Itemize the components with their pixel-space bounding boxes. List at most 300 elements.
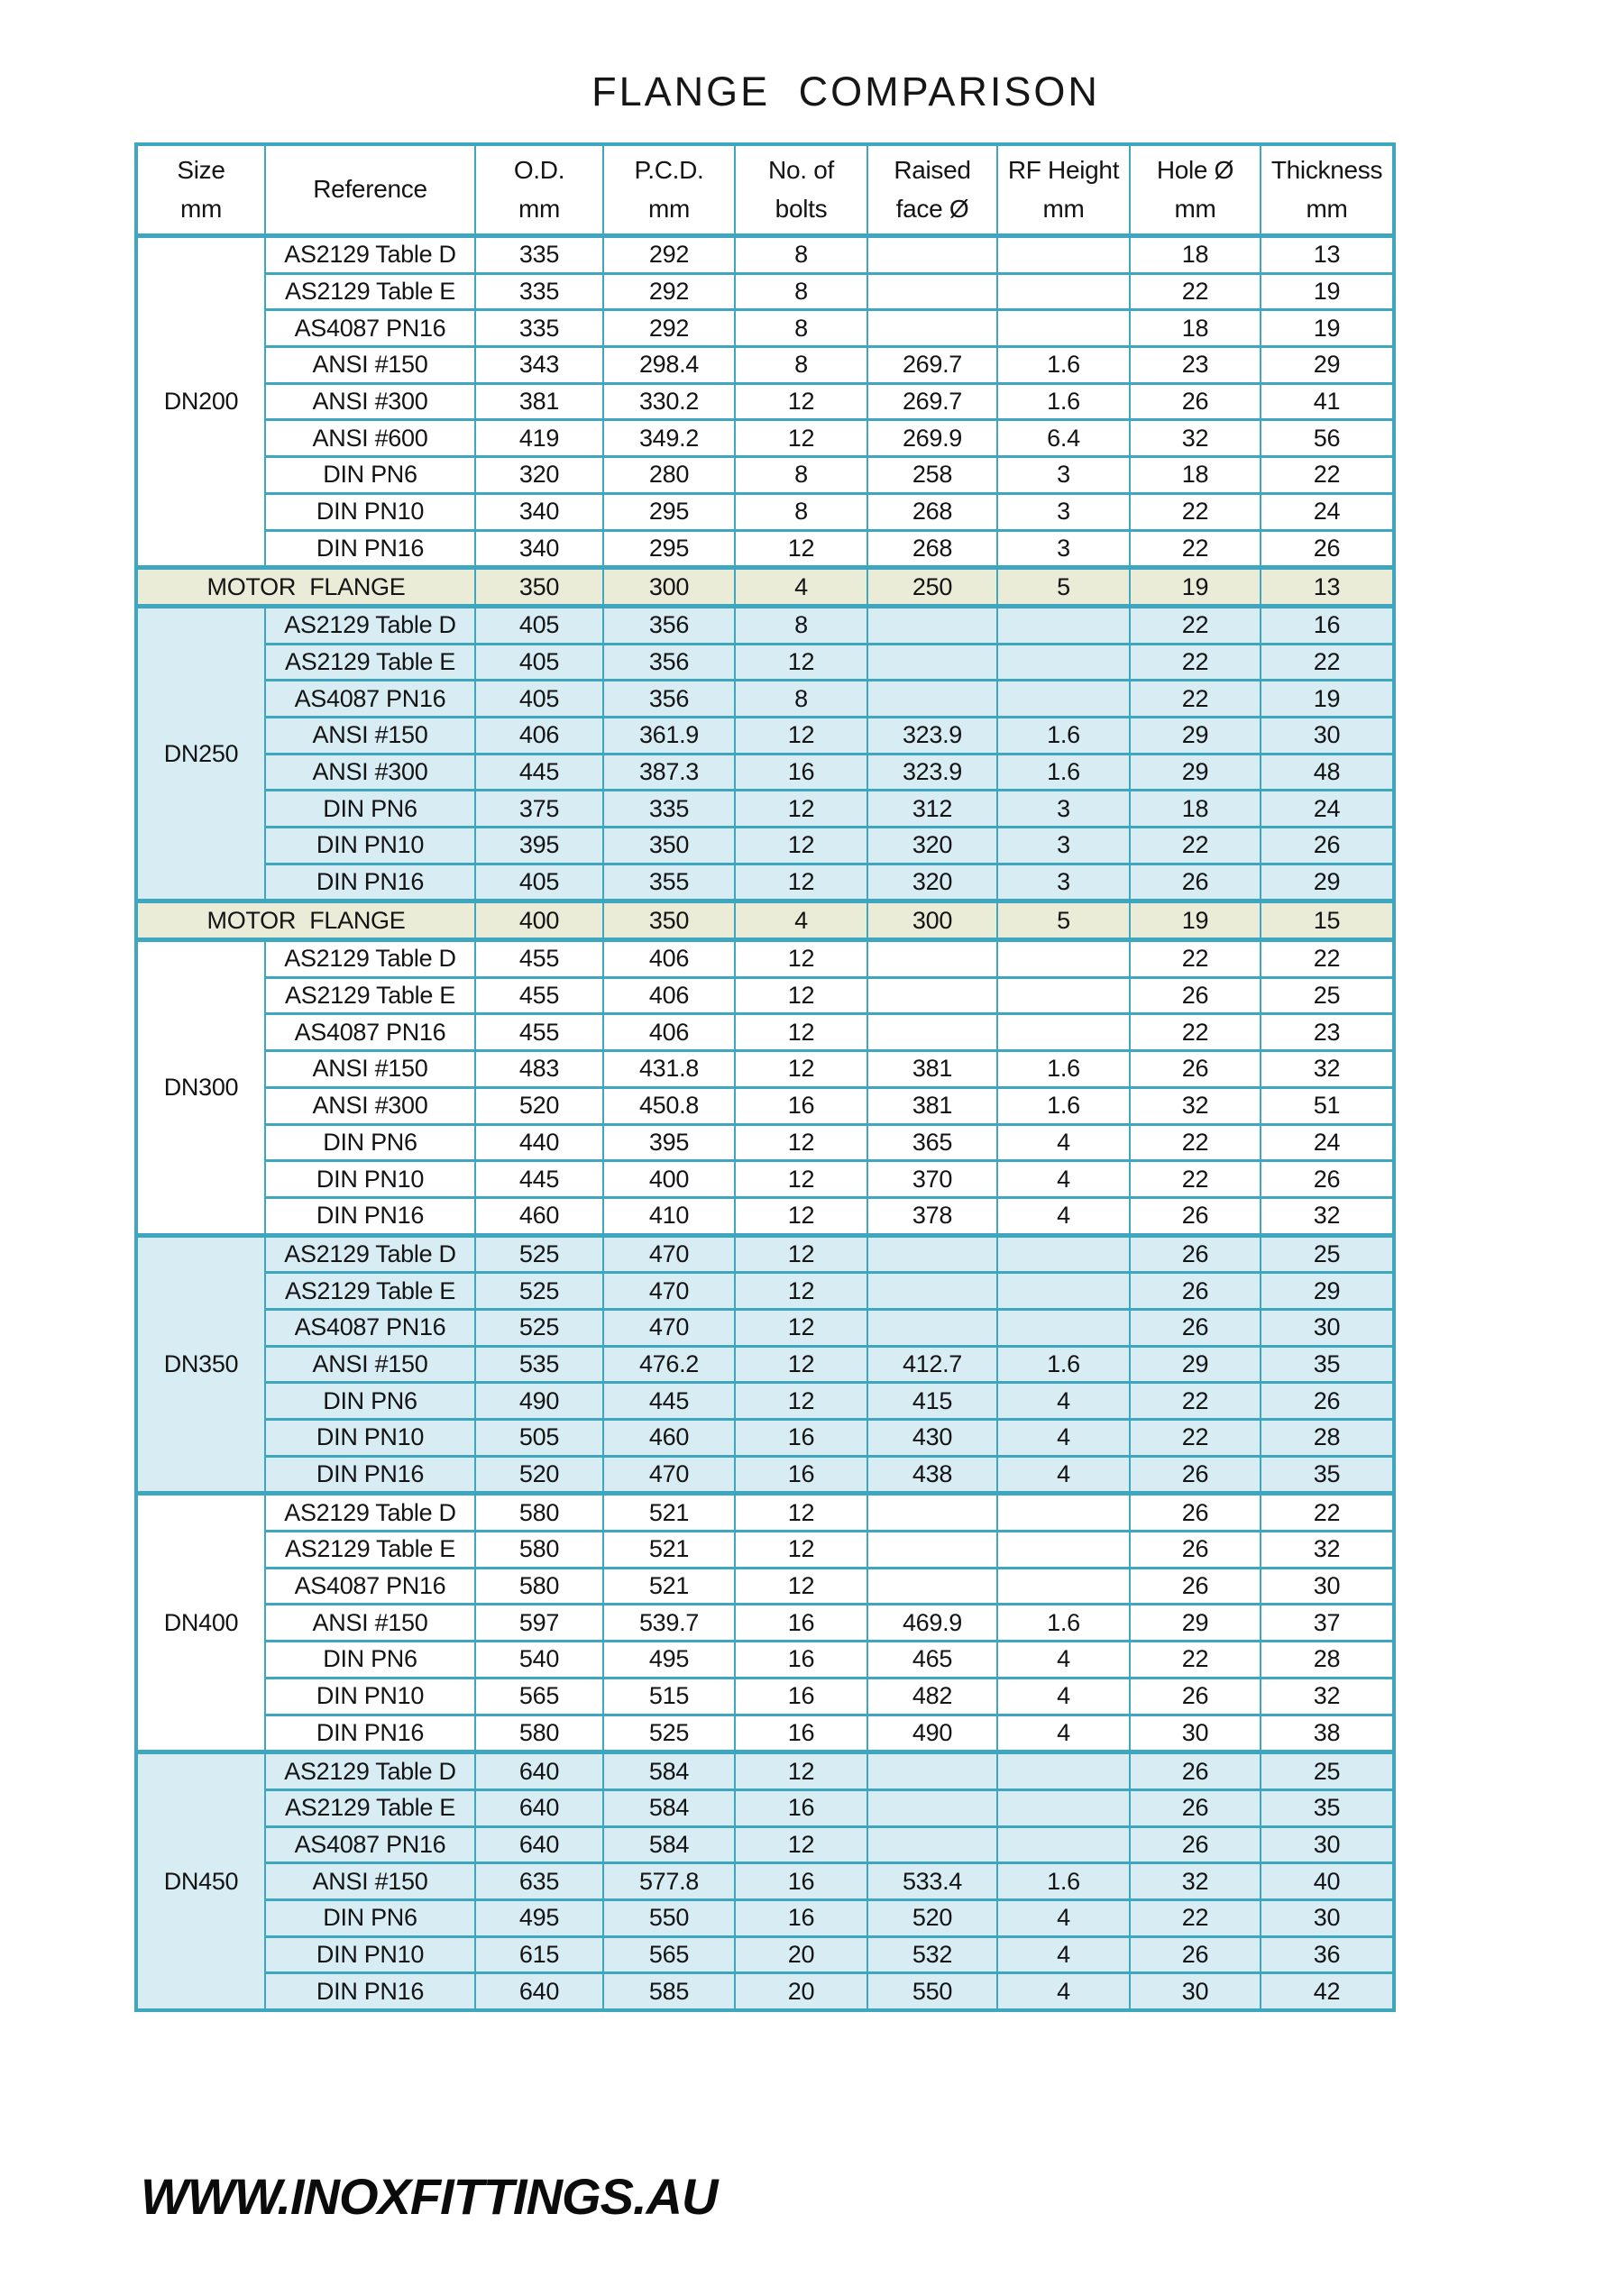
value-cell: 22	[1130, 1420, 1261, 1457]
column-header-line2: bolts	[775, 194, 828, 223]
value-cell: 580	[475, 1532, 603, 1569]
value-cell: 28	[1261, 1420, 1394, 1457]
value-cell: 300	[867, 901, 997, 940]
reference-cell: DIN PN6	[265, 1124, 475, 1161]
value-cell: 26	[1130, 1273, 1261, 1310]
value-cell	[997, 310, 1130, 347]
value-cell: 258	[867, 457, 997, 494]
value-cell: 525	[475, 1273, 603, 1310]
value-cell: 280	[603, 457, 735, 494]
value-cell: 580	[475, 1568, 603, 1605]
value-cell: 26	[1130, 1494, 1261, 1532]
value-cell: 22	[1261, 644, 1394, 681]
column-header	[997, 144, 1130, 236]
value-cell: 533.4	[867, 1863, 997, 1900]
value-cell: 22	[1130, 273, 1261, 310]
table-row	[136, 1899, 1394, 1936]
table-row	[136, 1051, 1394, 1088]
value-cell: 323.9	[867, 754, 997, 791]
value-cell	[867, 940, 997, 978]
value-cell: 12	[735, 1494, 867, 1532]
value-cell: 5	[997, 901, 1130, 940]
reference-cell: AS4087 PN16	[265, 681, 475, 718]
value-cell: 1.6	[997, 383, 1130, 420]
value-cell: 8	[735, 273, 867, 310]
reference-cell: AS2129 Table D	[265, 236, 475, 274]
value-cell: 535	[475, 1346, 603, 1383]
reference-cell: AS2129 Table E	[265, 1789, 475, 1826]
value-cell: 26	[1130, 1936, 1261, 1973]
value-cell	[867, 1309, 997, 1346]
reference-cell: DIN PN16	[265, 1456, 475, 1494]
value-cell: 30	[1130, 1973, 1261, 2010]
table-row	[136, 1678, 1394, 1715]
value-cell: 22	[1261, 940, 1394, 978]
table-row	[136, 493, 1394, 530]
value-cell	[867, 273, 997, 310]
value-cell: 1.6	[997, 1346, 1130, 1383]
value-cell: 340	[475, 493, 603, 530]
value-cell: 584	[603, 1826, 735, 1863]
value-cell: 269.7	[867, 383, 997, 420]
value-cell: 356	[603, 681, 735, 718]
column-header-line1: Raised	[894, 155, 971, 184]
value-cell: 323.9	[867, 717, 997, 754]
value-cell: 350	[603, 901, 735, 940]
column-header-line2: mm	[179, 194, 223, 223]
value-cell: 32	[1130, 420, 1261, 457]
motor-flange-row	[136, 568, 1394, 607]
value-cell: 1.6	[997, 1087, 1130, 1124]
value-cell: 469.9	[867, 1605, 997, 1642]
value-cell: 8	[735, 457, 867, 494]
column-header	[1261, 144, 1394, 236]
value-cell: 12	[735, 828, 867, 864]
value-cell: 8	[735, 310, 867, 347]
value-cell: 29	[1130, 754, 1261, 791]
motor-flange-row	[136, 901, 1394, 940]
value-cell: 29	[1130, 1605, 1261, 1642]
value-cell: 580	[475, 1715, 603, 1752]
value-cell: 349.2	[603, 420, 735, 457]
value-cell: 29	[1261, 864, 1394, 901]
value-cell: 16	[735, 1715, 867, 1752]
value-cell: 12	[735, 1161, 867, 1198]
value-cell: 26	[1261, 1161, 1394, 1198]
value-cell: 495	[475, 1899, 603, 1936]
value-cell	[997, 1235, 1130, 1273]
value-cell: 520	[475, 1456, 603, 1494]
reference-cell: DIN PN6	[265, 457, 475, 494]
website-url: WWW.INOXFITTINGS.AU	[141, 2168, 718, 2225]
value-cell: 22	[1261, 457, 1394, 494]
value-cell: 22	[1130, 1124, 1261, 1161]
value-cell: 4	[997, 1899, 1130, 1936]
value-cell: 8	[735, 493, 867, 530]
value-cell: 12	[735, 1273, 867, 1310]
table-row	[136, 383, 1394, 420]
value-cell: 406	[475, 717, 603, 754]
reference-cell: AS2129 Table D	[265, 1494, 475, 1532]
table-row	[136, 1863, 1394, 1900]
value-cell: 19	[1261, 681, 1394, 718]
column-header-line1: P.C.D.	[634, 155, 704, 184]
value-cell: 350	[475, 568, 603, 607]
table-row	[136, 1014, 1394, 1051]
value-cell: 300	[603, 568, 735, 607]
value-cell	[997, 273, 1130, 310]
table-row	[136, 940, 1394, 978]
table-body	[136, 236, 1394, 2011]
motor-flange-label-cell: MOTOR FLANGE	[136, 901, 475, 940]
column-header-lines	[1131, 146, 1260, 233]
value-cell	[867, 1789, 997, 1826]
reference-cell: AS2129 Table D	[265, 606, 475, 644]
value-cell: 4	[997, 1678, 1130, 1715]
value-cell: 521	[603, 1568, 735, 1605]
value-cell: 25	[1261, 1752, 1394, 1790]
value-cell: 12	[735, 1346, 867, 1383]
value-cell: 12	[735, 1309, 867, 1346]
column-header-line1: Hole Ø	[1156, 155, 1234, 184]
value-cell: 35	[1261, 1346, 1394, 1383]
value-cell: 335	[475, 310, 603, 347]
column-header-line1: No. of	[768, 155, 834, 184]
value-cell: 26	[1130, 1678, 1261, 1715]
value-cell	[867, 310, 997, 347]
table-row	[136, 1532, 1394, 1569]
value-cell: 16	[735, 1789, 867, 1826]
column-header-lines	[138, 146, 264, 233]
table-row	[136, 1605, 1394, 1642]
value-cell: 3	[997, 530, 1130, 568]
value-cell: 387.3	[603, 754, 735, 791]
table-row	[136, 681, 1394, 718]
value-cell: 18	[1130, 236, 1261, 274]
reference-cell: ANSI #150	[265, 717, 475, 754]
column-header-lines	[476, 146, 602, 233]
value-cell: 1.6	[997, 1863, 1130, 1900]
value-cell: 483	[475, 1051, 603, 1088]
table-row	[136, 1346, 1394, 1383]
value-cell	[867, 1826, 997, 1863]
value-cell: 19	[1130, 901, 1261, 940]
value-cell	[867, 1235, 997, 1273]
reference-cell: AS2129 Table E	[265, 1273, 475, 1310]
size-group-cell: DN350	[136, 1235, 265, 1494]
value-cell: 381	[475, 383, 603, 420]
value-cell: 330.2	[603, 383, 735, 420]
value-cell: 29	[1261, 347, 1394, 384]
value-cell: 19	[1261, 273, 1394, 310]
table-row	[136, 864, 1394, 901]
table-header	[136, 144, 1394, 236]
value-cell	[867, 1014, 997, 1051]
value-cell: 12	[735, 1752, 867, 1790]
value-cell: 25	[1261, 1235, 1394, 1273]
value-cell: 335	[603, 791, 735, 828]
reference-cell: DIN PN6	[265, 1383, 475, 1420]
value-cell: 12	[735, 940, 867, 978]
value-cell: 12	[735, 1568, 867, 1605]
reference-cell: ANSI #150	[265, 347, 475, 384]
value-cell: 8	[735, 606, 867, 644]
table-row	[136, 236, 1394, 274]
reference-cell: DIN PN10	[265, 828, 475, 864]
value-cell: 12	[735, 1197, 867, 1235]
value-cell: 13	[1261, 568, 1394, 607]
value-cell	[997, 977, 1130, 1014]
table-row	[136, 1973, 1394, 2010]
value-cell: 32	[1130, 1087, 1261, 1124]
value-cell: 19	[1261, 310, 1394, 347]
size-group-cell: DN300	[136, 940, 265, 1236]
value-cell: 1.6	[997, 1605, 1130, 1642]
value-cell: 1.6	[997, 347, 1130, 384]
value-cell: 405	[475, 864, 603, 901]
value-cell: 22	[1261, 1494, 1394, 1532]
reference-cell: ANSI #600	[265, 420, 475, 457]
value-cell: 32	[1261, 1197, 1394, 1235]
value-cell: 18	[1130, 310, 1261, 347]
value-cell: 8	[735, 236, 867, 274]
value-cell: 292	[603, 273, 735, 310]
value-cell: 32	[1261, 1051, 1394, 1088]
reference-cell: AS4087 PN16	[265, 1309, 475, 1346]
value-cell	[997, 1789, 1130, 1826]
table-row	[136, 310, 1394, 347]
value-cell: 48	[1261, 754, 1394, 791]
column-header-line1: O.D.	[513, 155, 565, 184]
value-cell	[997, 1532, 1130, 1569]
value-cell: 4	[997, 1197, 1130, 1235]
value-cell: 269.9	[867, 420, 997, 457]
value-cell: 32	[1261, 1532, 1394, 1569]
value-cell: 26	[1130, 1532, 1261, 1569]
value-cell: 584	[603, 1789, 735, 1826]
value-cell: 450.8	[603, 1087, 735, 1124]
value-cell: 370	[867, 1161, 997, 1198]
reference-cell: DIN PN10	[265, 1161, 475, 1198]
value-cell: 13	[1261, 236, 1394, 274]
value-cell: 22	[1130, 681, 1261, 718]
value-cell: 350	[603, 828, 735, 864]
table-row	[136, 644, 1394, 681]
value-cell: 26	[1130, 1789, 1261, 1826]
value-cell: 640	[475, 1789, 603, 1826]
value-cell: 395	[475, 828, 603, 864]
value-cell: 268	[867, 530, 997, 568]
value-cell: 406	[603, 1014, 735, 1051]
value-cell: 635	[475, 1863, 603, 1900]
size-group-cell: DN400	[136, 1494, 265, 1752]
value-cell: 295	[603, 530, 735, 568]
value-cell: 22	[1130, 1161, 1261, 1198]
size-group-cell: DN450	[136, 1752, 265, 2010]
value-cell	[867, 681, 997, 718]
reference-cell: AS4087 PN16	[265, 310, 475, 347]
value-cell: 16	[735, 1087, 867, 1124]
value-cell: 395	[603, 1124, 735, 1161]
value-cell: 20	[735, 1936, 867, 1973]
reference-cell: AS2129 Table D	[265, 1235, 475, 1273]
reference-cell: DIN PN6	[265, 1899, 475, 1936]
column-header-line2: mm	[1306, 194, 1348, 223]
value-cell: 38	[1261, 1715, 1394, 1752]
value-cell: 15	[1261, 901, 1394, 940]
value-cell: 16	[1261, 606, 1394, 644]
table-row	[136, 754, 1394, 791]
value-cell: 292	[603, 310, 735, 347]
value-cell: 470	[603, 1456, 735, 1494]
value-cell: 26	[1130, 864, 1261, 901]
table-row	[136, 530, 1394, 568]
value-cell: 375	[475, 791, 603, 828]
value-cell: 580	[475, 1494, 603, 1532]
value-cell: 505	[475, 1420, 603, 1457]
column-header	[265, 144, 475, 236]
table-row	[136, 1124, 1394, 1161]
value-cell: 16	[735, 1899, 867, 1936]
value-cell: 16	[735, 754, 867, 791]
value-cell: 365	[867, 1124, 997, 1161]
reference-cell: DIN PN10	[265, 1420, 475, 1457]
value-cell	[997, 236, 1130, 274]
value-cell: 37	[1261, 1605, 1394, 1642]
column-header	[603, 144, 735, 236]
value-cell: 381	[867, 1087, 997, 1124]
reference-cell: AS4087 PN16	[265, 1826, 475, 1863]
value-cell	[867, 1273, 997, 1310]
value-cell: 26	[1130, 1752, 1261, 1790]
value-cell: 22	[1130, 940, 1261, 978]
column-header-line1: Reference	[313, 175, 427, 204]
flange-table-container	[134, 142, 1396, 2012]
value-cell: 615	[475, 1936, 603, 1973]
column-header-line2: face Ø	[895, 194, 969, 223]
value-cell	[997, 606, 1130, 644]
value-cell: 22	[1130, 1899, 1261, 1936]
value-cell: 378	[867, 1197, 997, 1235]
value-cell: 41	[1261, 383, 1394, 420]
table-row	[136, 1309, 1394, 1346]
value-cell: 3	[997, 791, 1130, 828]
column-header	[136, 144, 265, 236]
reference-cell: DIN PN16	[265, 864, 475, 901]
column-header-line2: mm	[1042, 194, 1085, 223]
value-cell: 4	[997, 1383, 1130, 1420]
table-row	[136, 1420, 1394, 1457]
table-row	[136, 791, 1394, 828]
value-cell	[867, 1568, 997, 1605]
value-cell: 4	[997, 1161, 1130, 1198]
reference-cell: DIN PN10	[265, 1678, 475, 1715]
table-row	[136, 977, 1394, 1014]
value-cell: 12	[735, 383, 867, 420]
value-cell	[997, 644, 1130, 681]
value-cell: 400	[603, 1161, 735, 1198]
value-cell	[997, 1568, 1130, 1605]
column-header	[867, 144, 997, 236]
table-row	[136, 1161, 1394, 1198]
table-row	[136, 828, 1394, 864]
value-cell: 440	[475, 1124, 603, 1161]
value-cell: 29	[1130, 717, 1261, 754]
value-cell: 470	[603, 1309, 735, 1346]
value-cell: 640	[475, 1826, 603, 1863]
reference-cell: DIN PN16	[265, 1197, 475, 1235]
table-row	[136, 606, 1394, 644]
reference-cell: DIN PN16	[265, 530, 475, 568]
value-cell: 410	[603, 1197, 735, 1235]
value-cell: 470	[603, 1273, 735, 1310]
value-cell: 35	[1261, 1789, 1394, 1826]
value-cell: 250	[867, 568, 997, 607]
value-cell: 16	[735, 1678, 867, 1715]
value-cell	[867, 236, 997, 274]
value-cell: 22	[1130, 1014, 1261, 1051]
value-cell: 445	[475, 754, 603, 791]
value-cell: 470	[603, 1235, 735, 1273]
value-cell: 3	[997, 493, 1130, 530]
value-cell: 445	[603, 1383, 735, 1420]
table-row	[136, 420, 1394, 457]
value-cell: 539.7	[603, 1605, 735, 1642]
value-cell: 26	[1130, 1826, 1261, 1863]
value-cell: 298.4	[603, 347, 735, 384]
value-cell: 455	[475, 940, 603, 978]
table-row	[136, 717, 1394, 754]
column-header	[735, 144, 867, 236]
value-cell: 520	[475, 1087, 603, 1124]
table-row	[136, 1456, 1394, 1494]
value-cell: 16	[735, 1456, 867, 1494]
value-cell: 29	[1261, 1273, 1394, 1310]
page-title: FLANGE COMPARISON	[591, 69, 1100, 114]
value-cell: 320	[475, 457, 603, 494]
value-cell: 24	[1261, 791, 1394, 828]
value-cell: 26	[1130, 383, 1261, 420]
value-cell: 3	[997, 457, 1130, 494]
value-cell: 12	[735, 1051, 867, 1088]
value-cell: 4	[997, 1973, 1130, 2010]
table-row	[136, 1273, 1394, 1310]
value-cell: 4	[997, 1642, 1130, 1679]
value-cell	[997, 1309, 1130, 1346]
reference-cell: ANSI #150	[265, 1605, 475, 1642]
table-row	[136, 1752, 1394, 1790]
value-cell: 5	[997, 568, 1130, 607]
value-cell: 51	[1261, 1087, 1394, 1124]
table-row	[136, 457, 1394, 494]
value-cell	[867, 1532, 997, 1569]
table-row	[136, 1568, 1394, 1605]
value-cell: 6.4	[997, 420, 1130, 457]
value-cell: 26	[1130, 1309, 1261, 1346]
value-cell: 320	[867, 828, 997, 864]
motor-flange-label-cell: MOTOR FLANGE	[136, 568, 475, 607]
value-cell: 335	[475, 273, 603, 310]
value-cell: 320	[867, 864, 997, 901]
value-cell: 340	[475, 530, 603, 568]
value-cell: 18	[1130, 791, 1261, 828]
value-cell: 23	[1130, 347, 1261, 384]
value-cell: 490	[867, 1715, 997, 1752]
table-row	[136, 1826, 1394, 1863]
value-cell: 30	[1261, 1826, 1394, 1863]
value-cell	[867, 1494, 997, 1532]
value-cell: 22	[1130, 1383, 1261, 1420]
